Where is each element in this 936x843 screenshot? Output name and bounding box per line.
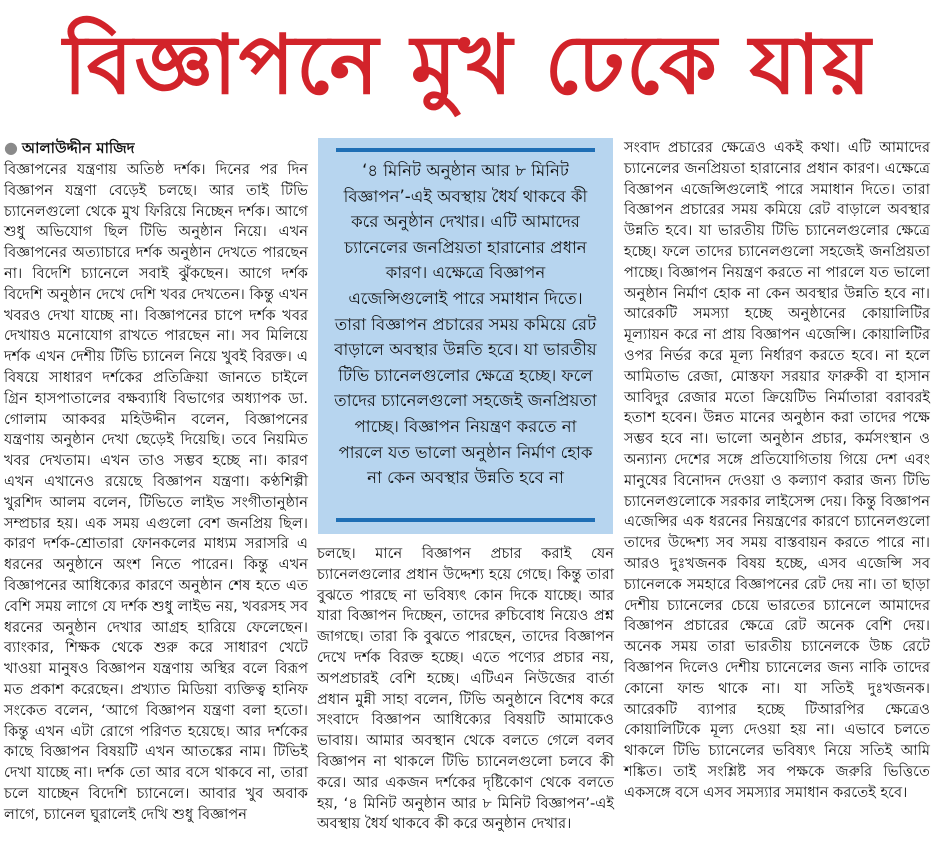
bullet-dot-icon: ●: [4, 138, 18, 157]
pull-quote-bottom-rule: [336, 518, 595, 522]
article-column-3: [624, 138, 930, 804]
pull-quote-text: ‘৪ মিনিট অনুষ্ঠান আর ৮ মিনিট বিজ্ঞাপন’-এই অবস্থায় ধৈর্য থাকবে কী করে অনুষ্ঠান দেখার। এটি আমাদের চ্যানেলের জনপ্রিয়তা হারানোর প্রধান কারণ। এক্ষেত্রে বিজ্ঞাপন এজেন্সিগুলোই পারে সমাধান দিতে। তারা বিজ্ঞাপন প্রচারের সময় কমিয়ে রেট বাড়ালে অবস্থার উন্নতি হবে। যা ভারতীয় টিভি চ্যানেলগুলোর ক্ষেত্রে হচ্ছে। ফলে তাদের চ্যানেলগুলো সহজেই জনপ্রিয়তা পাচ্ছে। বিজ্ঞাপন নিয়ন্ত্রণ করতে না পারলে যত ভালো অনুষ্ঠান নির্মাণ হোক না কেন অবস্থার উন্নতি হবে না: [334, 161, 597, 488]
column-1-text: বিজ্ঞাপনের যন্ত্রণায় অতিষ্ঠ দর্শক। দিনের পর দিন বিজ্ঞাপন যন্ত্রণা বেড়েই চলছে। আর তাই টিভি চ্যানেলগুলো থেকে মুখ ফিরিয়ে নিচ্ছেন দর্শক। আগে শুধু অভিযোগ ছিল টিভি অনুষ্ঠান নিয়ে। এখন বিজ্ঞাপনের অত্যাচারে দর্শক অনুষ্ঠান দেখতে পারছেন না। বিদেশি চ্যানেলে সবাই ঝুঁকছেন। আগে দর্শক বিদেশি অনুষ্ঠান দেখে দেশি খবর দেখতেন। কিন্তু এখন খবরও দেখা যাচ্ছে না। বিজ্ঞাপনের চাপে দর্শক খবর দেখায়ও মনোযোগ রাখতে পারছেন না। সব মিলিয়ে দর্শক এখন দেশীয় টিভি চ্যানেল নিয়ে খুবই বিরক্ত। এ বিষয়ে সাধারণ দর্শকের প্রতিক্রিয়া জানতে চাইলে গ্রিন হাসপাতালের বক্ষব্যাধি বিভাগের অধ্যাপক ডা. গোলাম আকবর মহিউদ্দীন বলেন, বিজ্ঞাপনের যন্ত্রণায় অনুষ্ঠান দেখা ছেড়েই দিয়েছি। তবে নিয়মিত খবর দেখতাম। এখন তাও সম্ভব হচ্ছে না। কারণ এখন এখানেও রয়েছে বিজ্ঞাপন যন্ত্রণা। কণ্ঠশিল্পী খুরশিদ আলম বলেন, টিভিতে লাইভ সংগীতানুষ্ঠান সম্প্রচার হয়। এক সময় এগুলো বেশ জনপ্রিয় ছিল। কারণ দর্শক-শ্রোতারা ফোনকলের মাধ্যম সরাসরি এ ধরনের অনুষ্ঠানে অংশ নিতে পারেন। কিন্তু এখন বিজ্ঞাপনের আধিক্যের কারণে অনুষ্ঠান শেষ হতে এত বেশি সময় লাগে যে দর্শক শুধু লাইভ নয়, খবরসহ সব ধরনের অনুষ্ঠান দেখার আগ্রহ হারিয়ে ফেলেছেন। ব্যাংকার, শিক্ষক থেকে শুরু করে সাধারণ খেটে খাওয়া মানুষও বিজ্ঞাপন যন্ত্রণায় অস্থির বলে বিরূপ মত প্রকাশ করেছেন। প্রখ্যাত মিডিয়া ব্যক্তিত্ব হানিফ সংকেত বলেন, ‘আগে বিজ্ঞাপন যন্ত্রণা বলা হতো। কিন্তু এখন এটা রোগে পরিণত হয়েছে। আর দর্শকের কাছে বিজ্ঞাপন বিষয়টি এখন আতঙ্কের নাম। টিভিই দেখা যাচ্ছে না। দর্শক তো আর বসে থাকবে না, তারা চলে যাচ্ছেন বিদেশি চ্যানেলে। আবার খুব অবাক লাগে, চ্যানেল ঘুরালেই দেখি শুধু বিজ্ঞাপন: [4, 161, 308, 823]
pull-quote-top-rule: [336, 148, 595, 152]
article-column-1: [4, 138, 308, 826]
column-3-text: সংবাদ প্রচারের ক্ষেত্রেও একই কথা। এটি আমাদের চ্যানেলের জনপ্রিয়তা হারানোর প্রধান কারণ। এক্ষেত্রে বিজ্ঞাপন এজেন্সিগুলোই পারে সমাধান দিতে। তারা বিজ্ঞাপন প্রচারের সময় কমিয়ে রেট বাড়ালে অবস্থার উন্নতি হবে। যা ভারতীয় টিভি চ্যানেলগুলোর ক্ষেত্রে হচ্ছে। ফলে তাদের চ্যানেলগুলো সহজেই জনপ্রিয়তা পাচ্ছে। বিজ্ঞাপন নিয়ন্ত্রণ করতে না পারলে যত ভালো অনুষ্ঠান নির্মাণ হোক না কেন অবস্থার উন্নতি হবে না। আরেকটি সমস্যা হচ্ছে অনুষ্ঠানের কোয়ালিটির মূল্যায়ন করে না প্রায় বিজ্ঞাপন এজেন্সি। কোয়ালিটির ওপর নির্ভর করে মূল্য নির্ধারণ করতে হবে। না হলে আমিতাভ রেজা, মোস্তফা সরয়ার ফারুকী বা হাসান আবিদুর রেজার মতো ক্রিয়েটিভ নির্মাতারা বরাবরই হতাশ হবেন। উন্নত মানের অনুষ্ঠান করা তাদের পক্ষে সম্ভব হবে না। ভালো অনুষ্ঠান প্রচার, কর্মসংস্থান ও অন্যান্য দেশের সঙ্গে প্রতিযোগিতায় গিয়ে দেশ এবং মানুষের বিনোদন দেওয়া ও কল্যাণ করার জন্য টিভি চ্যানেলগুলোকে সরকার লাইসেন্স দেয়। কিন্তু বিজ্ঞাপন এজেন্সির এক ধরনের নিয়ন্ত্রণের কারণে চ্যানেলগুলো তাদের উদ্দেশ্য সব সময় বাস্তবায়ন করতে পারে না। আরও দুঃখজনক বিষয় হচ্ছে, এসব এজেন্সি সব চ্যানেলকে সমহারে বিজ্ঞাপনের রেট দেয় না। তা ছাড়া দেশীয় চ্যানেলের চেয়ে ভারতের চ্যানেলে আমাদের বিজ্ঞাপন প্রচারের ক্ষেত্রে রেট অনেক বেশি দেয়। অনেক সময় তারা ভারতীয় চ্যানেলকে উচ্চ রেটে বিজ্ঞাপন দিলেও দেশীয় চ্যানেলের জন্য নাকি তাদের কোনো ফান্ড থাকে না। যা সতিই দুঃখজনক। আরেকটি ব্যাপার হচ্ছে টিআরপির ক্ষেত্রেও কোয়ালিটিকে মূল্য দেওয়া হয় না। এভাবে চলতে থাকলে টিভি চ্যানেলের ভবিষ্যৎ নিয়ে সতিই আমি শঙ্কিত। তাই সংশ্লিষ্ট সব পক্ষকে জরুরি ভিত্তিতে একসঙ্গে বসে এসব সমস্যার সমাধান করতেই হবে।: [624, 139, 930, 801]
article-column-2: [317, 544, 614, 835]
byline-author: আলাউদ্দীন মাজিদ: [21, 139, 135, 157]
headline: বিজ্ঞাপনে মুখ ঢেকে যায়: [63, 17, 873, 113]
byline: [4, 138, 308, 158]
column-2-text: চলছে। মানে বিজ্ঞাপন প্রচার করাই যেন চ্যানেলগুলোর প্রধান উদ্দেশ্য হয়ে গেছে। কিন্তু তারা বুঝতে পারছে না ভবিষ্যৎ কোন দিকে যাচ্ছে। আর যারা বিজ্ঞাপন দিচ্ছেন, তাদের রুচিবোধ নিয়েও প্রশ্ন জাগছে। তারা কি বুঝতে পারছেন, তাদের বিজ্ঞাপন দেখে দর্শক বিরক্ত হচ্ছে। এতে পণ্যের প্রচার নয়, অপপ্রচারই বেশি হচ্ছে। এটিএন নিউজের বার্তা প্রধান মুন্নী সাহা বলেন, টিভি অনুষ্ঠানে বিশেষ করে সংবাদে বিজ্ঞাপন আধিক্যের বিষয়টি আমাকেও ভাবায়। আমার অবস্থান থেকে বলতে গেলে বলব বিজ্ঞাপন না থাকলে টিভি চ্যানেলগুলো চলবে কী করে। আর একজন দর্শকের দৃষ্টিকোণ থেকে বলতে হয়, ‘৪ মিনিট অনুষ্ঠান আর ৮ মিনিট বিজ্ঞাপন’-এই অবস্থায় ধৈর্য থাকবে কী করে অনুষ্ঠান দেখার।: [317, 545, 614, 833]
pull-quote-box: [318, 138, 613, 534]
